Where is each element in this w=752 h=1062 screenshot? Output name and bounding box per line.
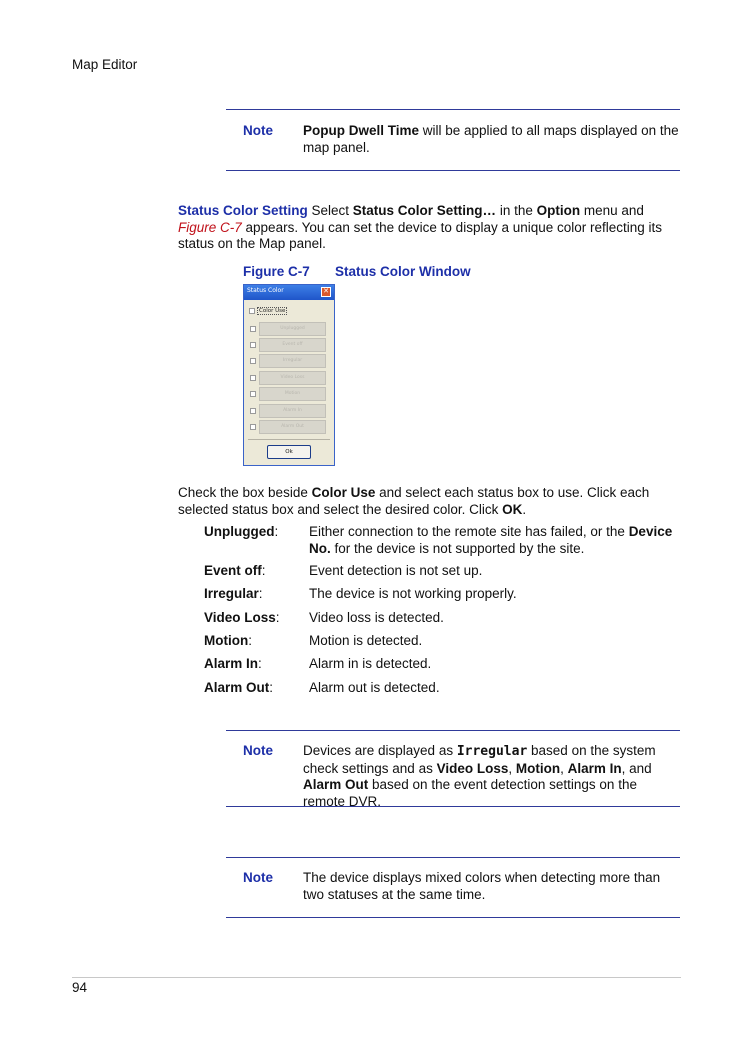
note-bold-term: Popup Dwell Time [303, 123, 420, 138]
note-text [303, 123, 679, 156]
text-run: based on the event detection settings on the remote DVR. [303, 777, 637, 809]
ui-term: Device No. [309, 524, 673, 556]
status-button-alarm-in[interactable]: Alarm In [259, 404, 326, 418]
status-checkbox[interactable] [250, 358, 256, 364]
definition-term [204, 680, 273, 695]
text-run: . [522, 501, 527, 517]
definition-text: The device is not working properly. [309, 586, 517, 601]
term-colon: : [258, 656, 262, 671]
text-run: for the device is not supported by the site. [330, 540, 585, 556]
dialog-separator [248, 439, 330, 440]
status-checkbox[interactable] [250, 424, 256, 430]
section-heading: Status Color Setting [178, 203, 308, 218]
term-name: Video Loss [204, 610, 276, 625]
definition-term [204, 633, 252, 648]
term-colon: : [274, 524, 279, 539]
status-button-alarm-out[interactable]: Alarm Out [259, 420, 326, 434]
definition-term [204, 563, 266, 578]
term-name: Alarm In [204, 656, 259, 671]
note-rule-top [226, 730, 680, 731]
figure-caption: Status Color Window [335, 264, 471, 279]
term-name: Unplugged [204, 524, 275, 539]
text-run: in the [496, 203, 537, 218]
status-checkbox[interactable] [250, 391, 256, 397]
status-button-event-off[interactable]: Event off [259, 338, 326, 352]
note-rule-bottom [226, 806, 680, 807]
color-use-label: Color Use [259, 308, 286, 314]
definition-term [204, 524, 278, 539]
definition-term [204, 610, 280, 625]
text-run: , [560, 760, 568, 776]
status-button-unplugged[interactable]: Unplugged [259, 322, 326, 336]
status-button-irregular[interactable]: Irregular [259, 354, 326, 368]
status-color-paragraph [178, 203, 680, 253]
note-label: Note [243, 743, 273, 758]
text-run: and select each status box to use. Click each selected status box and select the desired color. Click [178, 485, 650, 517]
term-name: Irregular [204, 586, 259, 601]
ok-button[interactable]: Ok [267, 445, 311, 459]
definition-text: Alarm out is detected. [309, 680, 440, 695]
term-name: Event off [204, 563, 262, 578]
definition-text [309, 524, 679, 557]
note-rule-top [226, 109, 680, 110]
text-run: Devices are displayed as [303, 743, 457, 758]
definition-text: Motion is detected. [309, 633, 423, 648]
ui-term: OK [502, 501, 523, 517]
text-run: based on the system check settings and as [303, 743, 656, 776]
note-label: Note [243, 870, 273, 885]
close-icon[interactable]: ✕ [321, 287, 331, 297]
text-run: menu and [580, 203, 644, 218]
note-text [303, 743, 679, 810]
status-checkbox[interactable] [250, 326, 256, 332]
note-text: The device displays mixed colors when detecting more than two statuses at the same time. [303, 870, 661, 902]
page-number: 94 [72, 980, 88, 995]
dialog-titlebar [244, 285, 334, 300]
note-text-rest: will be applied to all maps displayed on the map panel. [303, 123, 679, 155]
status-button-motion[interactable]: Motion [259, 387, 326, 401]
definition-term [204, 656, 262, 671]
status-checkbox[interactable] [250, 342, 256, 348]
definition-term [204, 586, 263, 601]
term-colon: : [258, 586, 263, 601]
text-run: Either connection to the remote site has failed, or the [309, 524, 629, 539]
note-rule-bottom [226, 917, 680, 918]
term-name: Motion [204, 633, 249, 648]
term-name: Alarm Out [204, 680, 270, 695]
text-run: Check the box beside [178, 485, 312, 500]
ui-term: Video Loss [436, 760, 509, 776]
color-use-checkbox[interactable] [249, 308, 255, 314]
footer-rule [72, 977, 681, 978]
text-run: appears. You can set the device to display a unique color reflecting its status on the Map panel. [178, 219, 663, 251]
status-button-video-loss[interactable]: Video Loss [259, 371, 326, 385]
term-colon: : [248, 633, 252, 648]
ui-term: Alarm Out [303, 777, 369, 792]
menu-ref: Option [536, 203, 581, 218]
figure-number: Figure C-7 [243, 264, 310, 279]
dialog-title: Status Color [247, 287, 284, 294]
status-color-dialog [243, 284, 335, 466]
menu-item-ref: Status Color Setting… [352, 203, 497, 218]
status-checkbox[interactable] [250, 408, 256, 414]
definition-text: Video loss is detected. [309, 610, 444, 625]
definition-text: Event detection is not set up. [309, 563, 483, 578]
figure-link[interactable]: Figure C-7 [178, 219, 242, 235]
ui-term: Alarm In [567, 760, 622, 776]
term-colon: : [261, 563, 266, 578]
text-run: , [508, 760, 516, 776]
running-header: Map Editor [72, 57, 138, 72]
note-label: Note [243, 123, 273, 138]
term-colon: : [269, 680, 274, 695]
status-checkbox[interactable] [250, 375, 256, 381]
definition-text: Alarm in is detected. [309, 656, 432, 671]
code-term: Irregular [456, 744, 528, 759]
note-rule-bottom [226, 170, 680, 171]
text-run: , and [621, 760, 652, 776]
term-colon: : [275, 610, 280, 625]
instruction-paragraph [178, 485, 680, 518]
ui-term: Motion [515, 760, 561, 776]
text-run: Select [307, 203, 353, 218]
ui-term: Color Use [311, 485, 376, 500]
note-rule-top [226, 857, 680, 858]
